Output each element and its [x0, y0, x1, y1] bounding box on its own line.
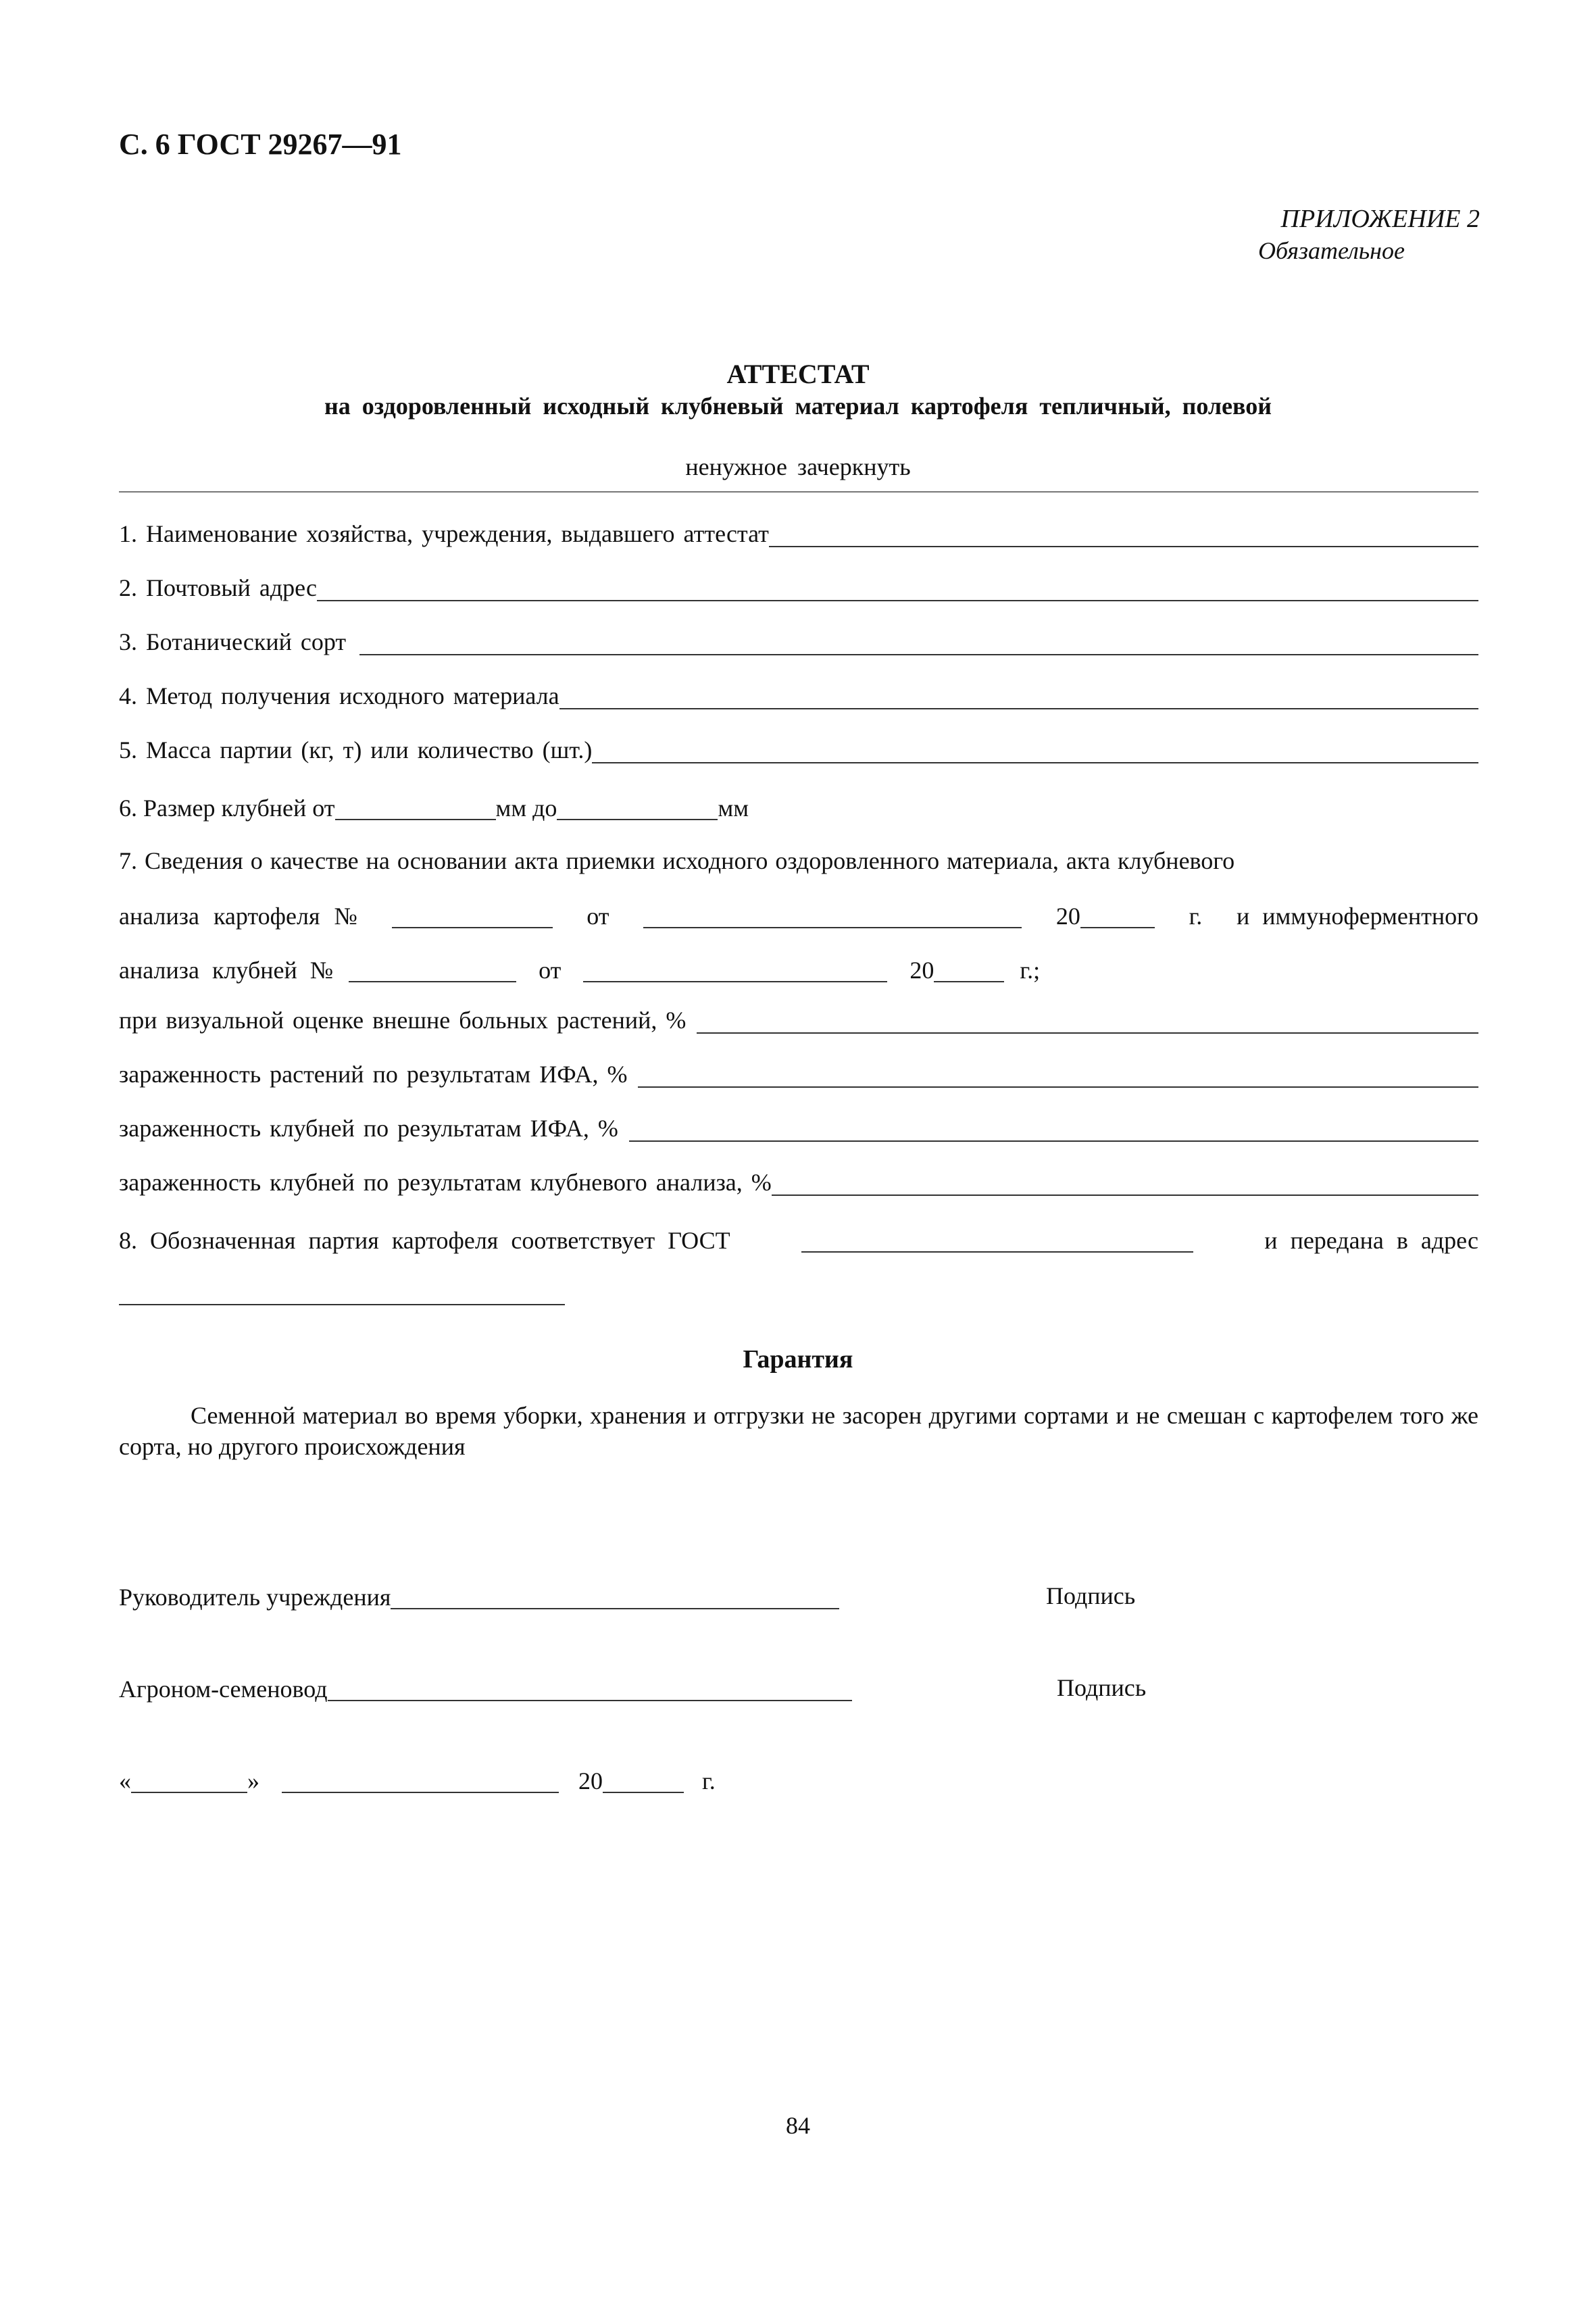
field-label: при визуальной оценке внешне больных растений, %: [119, 1007, 687, 1034]
tuber-size-label: 6. Размер клубней от: [119, 795, 335, 822]
tuber-size-from-line[interactable]: [335, 795, 496, 820]
analysis1-number-line[interactable]: [392, 903, 553, 928]
appendix-label: ПРИЛОЖЕНИЕ 2: [1280, 205, 1480, 233]
analysis1-year-suffix: г.: [1189, 903, 1203, 930]
analysis1-label: анализа картофеля №: [119, 903, 357, 930]
analysis1-year: 20: [1056, 903, 1155, 928]
field-plant-infection-ifa[interactable]: [119, 1058, 1478, 1090]
field-tuber-infection-analysis[interactable]: [119, 1166, 1478, 1199]
field-label: зараженность растений по результатам ИФА, %: [119, 1061, 628, 1088]
conformity-tail: и передана в адрес: [1264, 1227, 1478, 1254]
analysis2-date-line[interactable]: [583, 957, 887, 982]
analysis2-label: анализа клубней №: [119, 957, 334, 984]
tuber-size-unit: мм: [718, 795, 749, 822]
fill-line[interactable]: [638, 1059, 1478, 1088]
analysis2-from: от: [539, 957, 562, 984]
strike-note: ненужное зачеркнуть: [685, 453, 911, 480]
analysis2-number-line[interactable]: [349, 957, 516, 982]
immuno-label: и иммуноферментного: [1236, 903, 1478, 930]
field-mass[interactable]: [119, 734, 1478, 766]
tuber-size-unit-to: мм до: [495, 795, 557, 822]
head-name-line[interactable]: [391, 1584, 839, 1609]
conformity-line: [119, 1227, 1478, 1253]
field-label: 1. Наименование хозяйства, учреждения, выдавшего аттестат: [119, 520, 769, 547]
analysis1-date-line[interactable]: [643, 903, 1022, 928]
fill-line[interactable]: [559, 681, 1478, 709]
date-open-quote: «: [119, 1767, 131, 1794]
address-line[interactable]: [119, 1304, 565, 1305]
divider: [119, 491, 1478, 493]
field-tuber-size: [119, 795, 749, 820]
analysis1-year-line[interactable]: [1080, 903, 1155, 928]
field-label: 5. Масса партии (кг, т) или количество (шт.): [119, 736, 593, 763]
agronomist-label: Агроном-семеновод: [119, 1676, 328, 1703]
field-label: зараженность клубней по результатам клубневого анализа, %: [119, 1169, 772, 1196]
form-title: АТТЕСТАТ: [726, 359, 870, 389]
fill-line[interactable]: [592, 735, 1478, 763]
fill-line[interactable]: [317, 573, 1478, 601]
date-day-line[interactable]: [131, 1767, 247, 1793]
fill-line[interactable]: [772, 1167, 1478, 1196]
quality-intro: 7. Сведения о качестве на основании акта приемки исходного оздоровленного материала, акта клубневого: [119, 847, 1235, 874]
quality-line-2: [119, 903, 1478, 928]
field-visual-diseased[interactable]: [119, 1004, 1478, 1036]
date-year-suffix: г.: [702, 1767, 716, 1794]
gost-number-line[interactable]: [801, 1227, 1193, 1253]
analysis1-from: от: [587, 903, 609, 930]
appendix-status: Обязательное: [1258, 237, 1405, 264]
field-variety[interactable]: [119, 626, 1478, 658]
fill-line[interactable]: [769, 519, 1478, 547]
head-signature-label: Подпись: [1046, 1582, 1136, 1609]
field-label: 3. Ботанический сорт: [119, 628, 347, 655]
date-year-line[interactable]: [603, 1767, 684, 1793]
guarantee-title: Гарантия: [743, 1345, 853, 1374]
head-signature-row: [119, 1584, 839, 1609]
date-month-line[interactable]: [282, 1767, 559, 1793]
date-year-prefix: 20: [578, 1767, 603, 1794]
analysis2-year-line[interactable]: [934, 957, 1004, 982]
analysis2-year-prefix: 20: [909, 957, 934, 984]
field-organization[interactable]: [119, 518, 1478, 550]
form-subtitle: на оздоровленный исходный клубневый материал картофеля тепличный, полевой: [324, 393, 1272, 420]
agronomist-signature-row: [119, 1676, 852, 1701]
date-close-quote: »: [247, 1767, 259, 1794]
agronomist-name-line[interactable]: [328, 1676, 852, 1701]
page-header: С. 6 ГОСТ 29267—91: [119, 128, 402, 161]
field-method[interactable]: [119, 680, 1478, 712]
field-postal-address[interactable]: [119, 572, 1478, 604]
field-label: 4. Метод получения исходного материала: [119, 682, 559, 709]
field-label: зараженность клубней по результатам ИФА, %: [119, 1115, 618, 1142]
tuber-size-to-line[interactable]: [557, 795, 718, 820]
conformity-label: 8. Обозначенная партия картофеля соответствует ГОСТ: [119, 1227, 730, 1254]
guarantee-text: Семенной материал во время уборки, хранения и отгрузки не засорен другими сортами и не смешан с картофелем того же сорта, но другого происхождения: [119, 1402, 1478, 1460]
agronomist-signature-label: Подпись: [1057, 1674, 1147, 1701]
analysis2-year-suffix: г.;: [1020, 957, 1041, 984]
quality-line-3: [119, 957, 1040, 982]
fill-line[interactable]: [697, 1005, 1478, 1034]
quality-line-1: [119, 849, 1478, 873]
fill-line[interactable]: [359, 627, 1478, 655]
page-number: 84: [786, 2112, 810, 2139]
field-tuber-infection-ifa[interactable]: [119, 1112, 1478, 1145]
date-row: [119, 1767, 716, 1793]
fill-line[interactable]: [629, 1113, 1478, 1142]
field-label: 2. Почтовый адрес: [119, 574, 318, 601]
head-label: Руководитель учреждения: [119, 1584, 391, 1611]
